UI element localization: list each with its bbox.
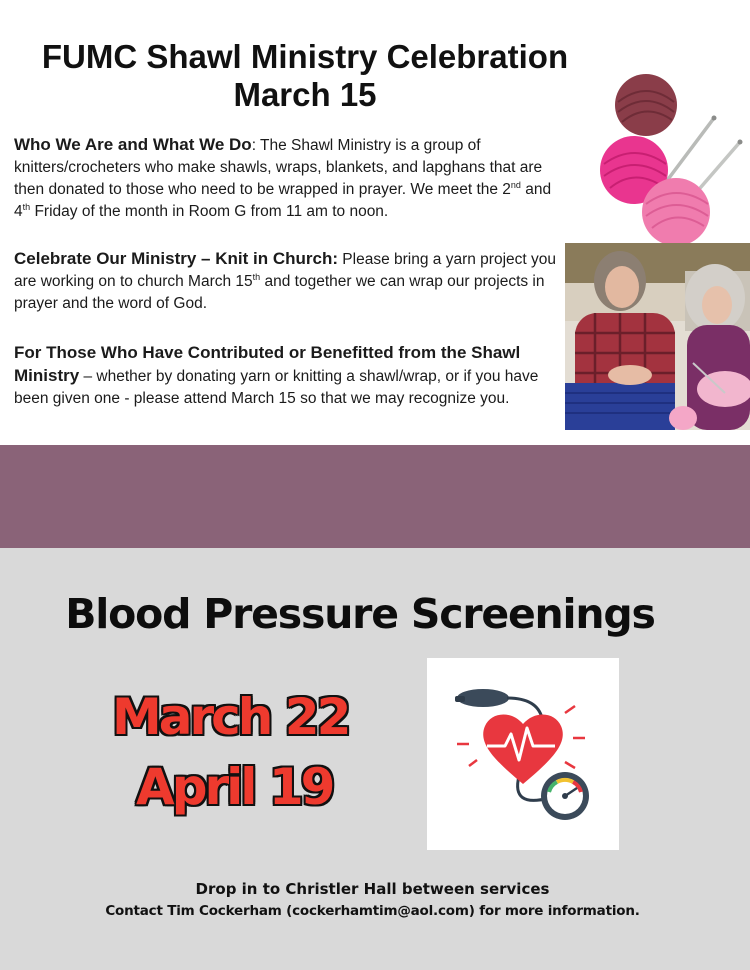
screening-title: Blood Pressure Screenings [65,590,655,638]
knitting-women-photo [565,243,750,430]
info-line-location: Drop in to Christler Hall between services [195,880,550,898]
info-line-contact: Contact Tim Cockerham (cockerhamtim@aol.com) for more information. [105,903,640,919]
blood-pressure-icon [427,658,619,850]
contrib-heading: For Those Who Have Contributed or Benefitted from the Shawl Ministry [14,343,521,385]
screening-date-2: April 19 [136,758,333,816]
celebrate-heading: Celebrate Our Ministry – Knit in Church: [14,249,338,268]
shawl-title: FUMC Shawl Ministry Celebration March 15 [41,38,569,113]
celebrate-paragraph: Celebrate Our Ministry – Knit in Church: Please bring a yarn project you are working on to church March 15th and together we can wrap our projects in prayer and the word of God. [14,249,556,312]
contributed-paragraph: For Those Who Have Contributed or Benefitted from the Shawl Ministry – whether by donating yarn or knitting a shawl/wrap, or if you have been given one - please attend March 15 so that we may recognize you. [14,343,539,407]
who-we-are-paragraph: Who We Are and What We Do: The Shawl Ministry is a group of knitters/crocheters who make shawls, wraps, blankets, and lapghans that are then donated to those who need to be wrapped in prayer. We meet the 2nd and 4th Friday of the month in Room G from 11 am to noon. [14,135,552,220]
yarn-balls-image [596,72,746,247]
who-heading: Who We Are and What We Do [14,135,252,154]
screening-date-1: March 22 [112,688,349,746]
divider-band [0,445,750,548]
